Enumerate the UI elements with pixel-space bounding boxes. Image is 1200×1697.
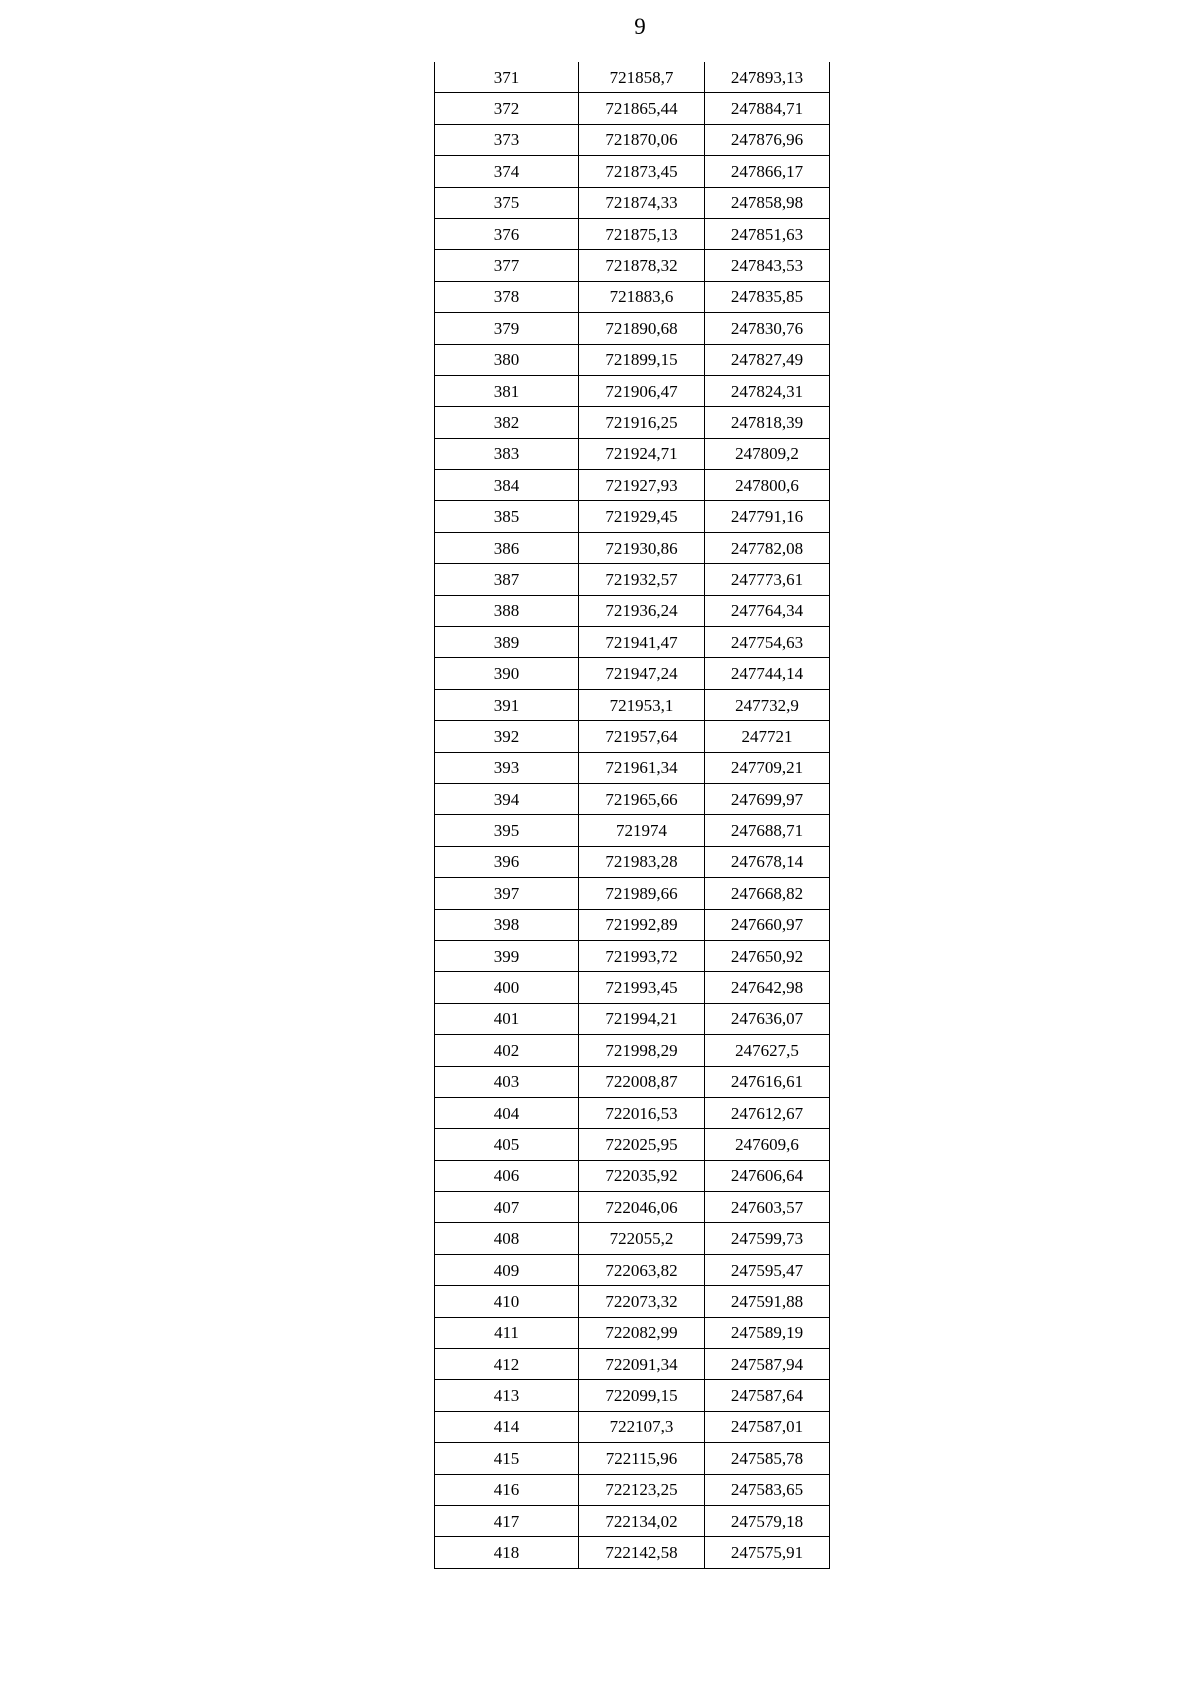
point-number-cell: 405 xyxy=(435,1129,579,1160)
x-coordinate-cell: 722115,96 xyxy=(579,1443,705,1474)
y-coordinate-cell: 247579,18 xyxy=(705,1505,830,1536)
x-coordinate-cell: 721993,72 xyxy=(579,940,705,971)
x-coordinate-cell: 721874,33 xyxy=(579,187,705,218)
x-coordinate-cell: 721865,44 xyxy=(579,93,705,124)
point-number-cell: 371 xyxy=(435,62,579,93)
table-row xyxy=(435,375,830,406)
x-coordinate-cell: 722008,87 xyxy=(579,1066,705,1097)
y-coordinate-cell: 247824,31 xyxy=(705,375,830,406)
x-coordinate-cell: 721890,68 xyxy=(579,313,705,344)
x-coordinate-cell: 722063,82 xyxy=(579,1254,705,1285)
y-coordinate-cell: 247587,94 xyxy=(705,1349,830,1380)
point-number-cell: 374 xyxy=(435,156,579,187)
y-coordinate-cell: 247851,63 xyxy=(705,218,830,249)
table-row xyxy=(435,1066,830,1097)
y-coordinate-cell: 247800,6 xyxy=(705,470,830,501)
table-row xyxy=(435,815,830,846)
point-number-cell: 415 xyxy=(435,1443,579,1474)
point-number-cell: 403 xyxy=(435,1066,579,1097)
y-coordinate-cell: 247688,71 xyxy=(705,815,830,846)
point-number-cell: 413 xyxy=(435,1380,579,1411)
y-coordinate-cell: 247884,71 xyxy=(705,93,830,124)
table-row xyxy=(435,1097,830,1128)
table-row xyxy=(435,1286,830,1317)
table-row xyxy=(435,1160,830,1191)
table-row xyxy=(435,313,830,344)
y-coordinate-cell: 247858,98 xyxy=(705,187,830,218)
x-coordinate-cell: 722091,34 xyxy=(579,1349,705,1380)
y-coordinate-cell: 247782,08 xyxy=(705,532,830,563)
y-coordinate-cell: 247699,97 xyxy=(705,783,830,814)
table-row xyxy=(435,501,830,532)
table-row xyxy=(435,783,830,814)
table-row xyxy=(435,1223,830,1254)
point-number-cell: 389 xyxy=(435,627,579,658)
y-coordinate-cell: 247835,85 xyxy=(705,281,830,312)
point-number-cell: 392 xyxy=(435,721,579,752)
x-coordinate-cell: 721924,71 xyxy=(579,438,705,469)
y-coordinate-cell: 247575,91 xyxy=(705,1537,830,1568)
point-number-cell: 410 xyxy=(435,1286,579,1317)
point-number-cell: 390 xyxy=(435,658,579,689)
y-coordinate-cell: 247754,63 xyxy=(705,627,830,658)
point-number-cell: 384 xyxy=(435,470,579,501)
y-coordinate-cell: 247587,64 xyxy=(705,1380,830,1411)
x-coordinate-cell: 721961,34 xyxy=(579,752,705,783)
y-coordinate-cell: 247599,73 xyxy=(705,1223,830,1254)
table-row xyxy=(435,1317,830,1348)
y-coordinate-cell: 247636,07 xyxy=(705,1003,830,1034)
table-row xyxy=(435,218,830,249)
point-number-cell: 412 xyxy=(435,1349,579,1380)
y-coordinate-cell: 247818,39 xyxy=(705,407,830,438)
table-row xyxy=(435,564,830,595)
x-coordinate-cell: 721947,24 xyxy=(579,658,705,689)
table-row xyxy=(435,532,830,563)
y-coordinate-cell: 247585,78 xyxy=(705,1443,830,1474)
y-coordinate-cell: 247587,01 xyxy=(705,1411,830,1442)
coordinates-table xyxy=(434,62,830,1569)
table-row xyxy=(435,250,830,281)
point-number-cell: 414 xyxy=(435,1411,579,1442)
x-coordinate-cell: 722073,32 xyxy=(579,1286,705,1317)
point-number-cell: 375 xyxy=(435,187,579,218)
point-number-cell: 399 xyxy=(435,940,579,971)
page-number: 9 xyxy=(634,14,646,39)
table-row xyxy=(435,1254,830,1285)
table-row xyxy=(435,1505,830,1536)
point-number-cell: 404 xyxy=(435,1097,579,1128)
x-coordinate-cell: 721906,47 xyxy=(579,375,705,406)
point-number-cell: 386 xyxy=(435,532,579,563)
point-number-cell: 406 xyxy=(435,1160,579,1191)
table-row xyxy=(435,1349,830,1380)
x-coordinate-cell: 722055,2 xyxy=(579,1223,705,1254)
point-number-cell: 396 xyxy=(435,846,579,877)
point-number-cell: 380 xyxy=(435,344,579,375)
point-number-cell: 385 xyxy=(435,501,579,532)
table-row xyxy=(435,1537,830,1568)
x-coordinate-cell: 721941,47 xyxy=(579,627,705,658)
y-coordinate-cell: 247893,13 xyxy=(705,62,830,93)
y-coordinate-cell: 247595,47 xyxy=(705,1254,830,1285)
x-coordinate-cell: 721916,25 xyxy=(579,407,705,438)
y-coordinate-cell: 247668,82 xyxy=(705,878,830,909)
table-row xyxy=(435,878,830,909)
x-coordinate-cell: 721965,66 xyxy=(579,783,705,814)
point-number-cell: 394 xyxy=(435,783,579,814)
x-coordinate-cell: 721936,24 xyxy=(579,595,705,626)
point-number-cell: 387 xyxy=(435,564,579,595)
point-number-cell: 373 xyxy=(435,124,579,155)
point-number-cell: 382 xyxy=(435,407,579,438)
point-number-cell: 418 xyxy=(435,1537,579,1568)
y-coordinate-cell: 247616,61 xyxy=(705,1066,830,1097)
x-coordinate-cell: 721883,6 xyxy=(579,281,705,312)
y-coordinate-cell: 247650,92 xyxy=(705,940,830,971)
table-row xyxy=(435,909,830,940)
y-coordinate-cell: 247591,88 xyxy=(705,1286,830,1317)
table-row xyxy=(435,438,830,469)
x-coordinate-cell: 721873,45 xyxy=(579,156,705,187)
x-coordinate-cell: 721878,32 xyxy=(579,250,705,281)
y-coordinate-cell: 247843,53 xyxy=(705,250,830,281)
y-coordinate-cell: 247627,5 xyxy=(705,1035,830,1066)
x-coordinate-cell: 721870,06 xyxy=(579,124,705,155)
y-coordinate-cell: 247721 xyxy=(705,721,830,752)
x-coordinate-cell: 722134,02 xyxy=(579,1505,705,1536)
table-row xyxy=(435,1443,830,1474)
x-coordinate-cell: 722123,25 xyxy=(579,1474,705,1505)
x-coordinate-cell: 721932,57 xyxy=(579,564,705,595)
x-coordinate-cell: 722082,99 xyxy=(579,1317,705,1348)
point-number-cell: 408 xyxy=(435,1223,579,1254)
point-number-cell: 401 xyxy=(435,1003,579,1034)
y-coordinate-cell: 247583,65 xyxy=(705,1474,830,1505)
x-coordinate-cell: 721994,21 xyxy=(579,1003,705,1034)
y-coordinate-cell: 247732,9 xyxy=(705,689,830,720)
x-coordinate-cell: 721998,29 xyxy=(579,1035,705,1066)
table-row xyxy=(435,281,830,312)
table-row xyxy=(435,187,830,218)
y-coordinate-cell: 247809,2 xyxy=(705,438,830,469)
x-coordinate-cell: 721927,93 xyxy=(579,470,705,501)
x-coordinate-cell: 721953,1 xyxy=(579,689,705,720)
point-number-cell: 411 xyxy=(435,1317,579,1348)
table-row xyxy=(435,846,830,877)
point-number-cell: 395 xyxy=(435,815,579,846)
y-coordinate-cell: 247609,6 xyxy=(705,1129,830,1160)
x-coordinate-cell: 721858,7 xyxy=(579,62,705,93)
x-coordinate-cell: 721983,28 xyxy=(579,846,705,877)
table-row xyxy=(435,1129,830,1160)
point-number-cell: 391 xyxy=(435,689,579,720)
table-row xyxy=(435,124,830,155)
y-coordinate-cell: 247709,21 xyxy=(705,752,830,783)
table-row xyxy=(435,658,830,689)
x-coordinate-cell: 721957,64 xyxy=(579,721,705,752)
x-coordinate-cell: 722016,53 xyxy=(579,1097,705,1128)
coordinates-table-body xyxy=(435,62,830,1568)
table-row xyxy=(435,156,830,187)
y-coordinate-cell: 247612,67 xyxy=(705,1097,830,1128)
point-number-cell: 372 xyxy=(435,93,579,124)
y-coordinate-cell: 247764,34 xyxy=(705,595,830,626)
point-number-cell: 378 xyxy=(435,281,579,312)
table-row xyxy=(435,627,830,658)
y-coordinate-cell: 247642,98 xyxy=(705,972,830,1003)
point-number-cell: 402 xyxy=(435,1035,579,1066)
y-coordinate-cell: 247773,61 xyxy=(705,564,830,595)
table-row xyxy=(435,93,830,124)
x-coordinate-cell: 721993,45 xyxy=(579,972,705,1003)
y-coordinate-cell: 247603,57 xyxy=(705,1192,830,1223)
table-row xyxy=(435,752,830,783)
x-coordinate-cell: 721992,89 xyxy=(579,909,705,940)
point-number-cell: 417 xyxy=(435,1505,579,1536)
point-number-cell: 416 xyxy=(435,1474,579,1505)
table-row xyxy=(435,972,830,1003)
table-row xyxy=(435,595,830,626)
x-coordinate-cell: 722099,15 xyxy=(579,1380,705,1411)
table-row xyxy=(435,407,830,438)
point-number-cell: 379 xyxy=(435,313,579,344)
x-coordinate-cell: 722035,92 xyxy=(579,1160,705,1191)
point-number-cell: 398 xyxy=(435,909,579,940)
point-number-cell: 377 xyxy=(435,250,579,281)
table-row xyxy=(435,940,830,971)
table-row xyxy=(435,1474,830,1505)
y-coordinate-cell: 247830,76 xyxy=(705,313,830,344)
point-number-cell: 376 xyxy=(435,218,579,249)
table-row xyxy=(435,1192,830,1223)
point-number-cell: 400 xyxy=(435,972,579,1003)
point-number-cell: 388 xyxy=(435,595,579,626)
table-row xyxy=(435,344,830,375)
point-number-cell: 409 xyxy=(435,1254,579,1285)
point-number-cell: 393 xyxy=(435,752,579,783)
coordinates-table-container xyxy=(434,62,830,1569)
x-coordinate-cell: 722046,06 xyxy=(579,1192,705,1223)
x-coordinate-cell: 722142,58 xyxy=(579,1537,705,1568)
point-number-cell: 407 xyxy=(435,1192,579,1223)
y-coordinate-cell: 247678,14 xyxy=(705,846,830,877)
y-coordinate-cell: 247876,96 xyxy=(705,124,830,155)
point-number-cell: 397 xyxy=(435,878,579,909)
table-row xyxy=(435,721,830,752)
point-number-cell: 381 xyxy=(435,375,579,406)
x-coordinate-cell: 721974 xyxy=(579,815,705,846)
y-coordinate-cell: 247589,19 xyxy=(705,1317,830,1348)
table-row xyxy=(435,1035,830,1066)
x-coordinate-cell: 722107,3 xyxy=(579,1411,705,1442)
table-row xyxy=(435,1411,830,1442)
table-row xyxy=(435,1003,830,1034)
y-coordinate-cell: 247827,49 xyxy=(705,344,830,375)
y-coordinate-cell: 247791,16 xyxy=(705,501,830,532)
x-coordinate-cell: 721989,66 xyxy=(579,878,705,909)
x-coordinate-cell: 721930,86 xyxy=(579,532,705,563)
table-row xyxy=(435,470,830,501)
x-coordinate-cell: 721929,45 xyxy=(579,501,705,532)
table-row xyxy=(435,1380,830,1411)
x-coordinate-cell: 722025,95 xyxy=(579,1129,705,1160)
x-coordinate-cell: 721899,15 xyxy=(579,344,705,375)
table-row xyxy=(435,689,830,720)
y-coordinate-cell: 247606,64 xyxy=(705,1160,830,1191)
table-row xyxy=(435,62,830,93)
x-coordinate-cell: 721875,13 xyxy=(579,218,705,249)
point-number-cell: 383 xyxy=(435,438,579,469)
y-coordinate-cell: 247744,14 xyxy=(705,658,830,689)
y-coordinate-cell: 247866,17 xyxy=(705,156,830,187)
y-coordinate-cell: 247660,97 xyxy=(705,909,830,940)
